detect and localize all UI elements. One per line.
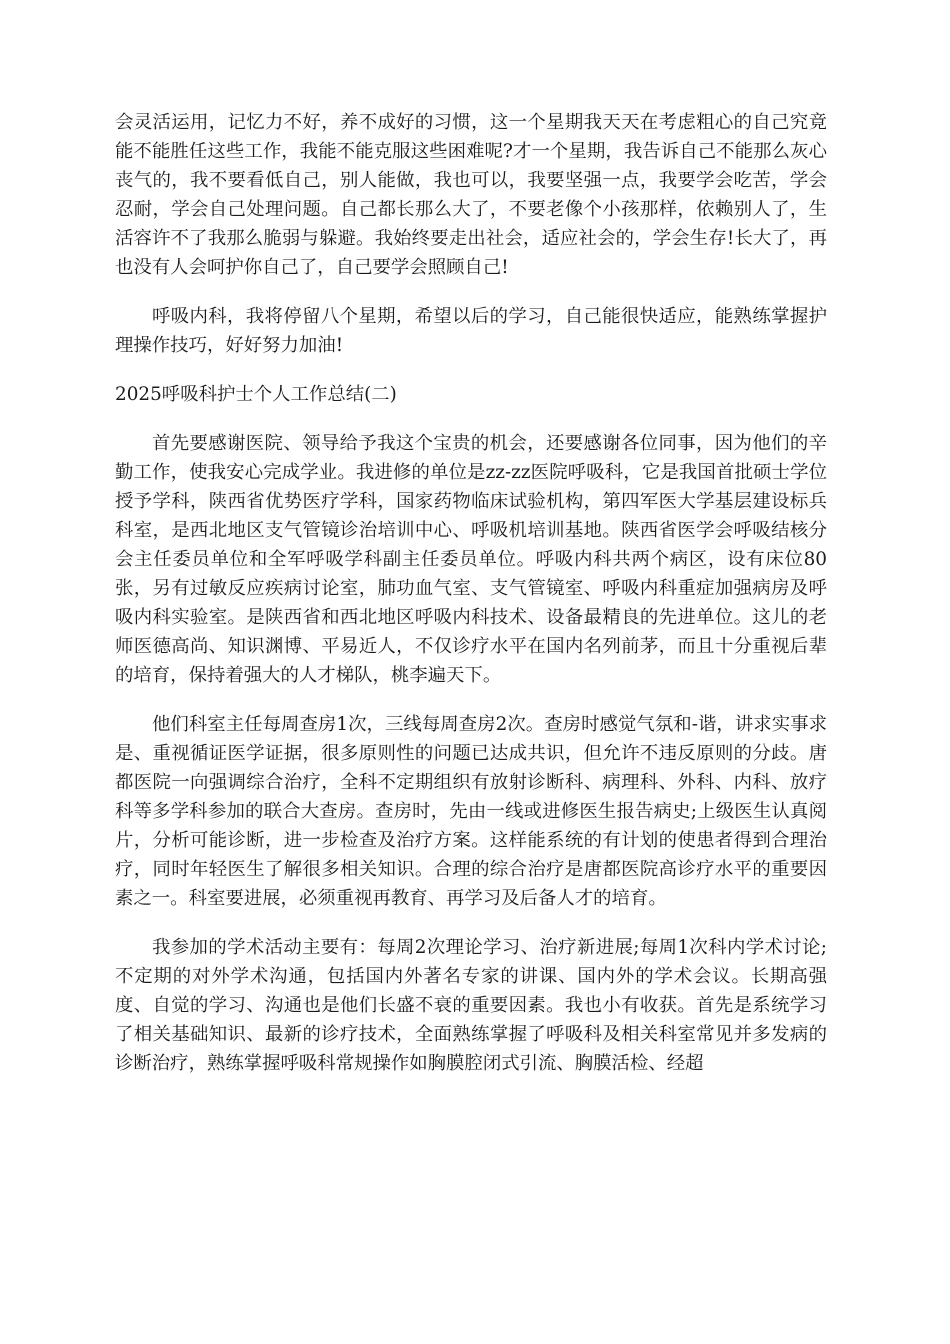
paragraph-gap [115, 690, 827, 710]
paragraph-gap [115, 409, 827, 429]
document-body [115, 108, 827, 1078]
paragraph-ward-rounds: 他们科室主任每周查房1次，三线每周查房2次。查房时感觉气氛和-谐，讲求实事求是、重视循证医学证据，很多原则性的问题已达成共识，但允许不违反原则的分歧。唐都医院一向强调综合治疗，全科不定期组织有放射诊断科、病理科、外科、内科、放疗科等多学科参加的联合大查房。查房时，先由一线或进修医生报告病史;上级医生认真阅片，分析可能诊断，进一步检查及治疗方案。这样能系统的有计划的使患者得到合理治疗，同时年轻医生了解很多相关知识。合理的综合治疗是唐都医院高诊疗水平的重要因素之一。科室要进展，必须重视再教育、再学习及后备人才的培育。 [115, 714, 827, 909]
paragraph-thanks: 首先要感谢医院、领导给予我这个宝贵的机会，还要感谢各位同事，因为他们的辛勤工作，使我安心完成学业。我进修的单位是zz-zz医院呼吸科，它是我国首批硕士学位授予学科，陕西省优势医疗学科，国家药物临床试验机构，第四军医大学基层建设标兵科室，是西北地区支气管镜诊治培训中心、呼吸机培训基地。陕西省医学会呼吸结核分会主任委员单位和全军呼吸学科副主任委员单位。呼吸内科共两个病区，设有床位80张，另有过敏反应疾病讨论室，肺功血气室、支气管镜室、呼吸内科重症加强病房及呼吸内科实验室。是陕西省和西北地区呼吸内科技术、设备最精良的先进单位。这儿的老师医德高尚、知识渊博、平易近人，不仅诊疗水平在国内名列前茅，而且十分重视后辈的培育，保持着强大的人才梯队，桃李遍天下。 [115, 433, 827, 686]
section-title: 2025呼吸科护士个人工作总结(二) [115, 384, 397, 405]
paragraph-gap [115, 360, 827, 380]
paragraph-gap [115, 282, 827, 302]
paragraph-respiratory-stay: 呼吸内科，我将停留八个星期，希望以后的学习，自己能很快适应，能熟练掌握护理操作技巧，好好努力加油! [115, 306, 827, 356]
paragraph-continued: 会灵活运用，记忆力不好，养不成好的习惯，这一个星期我天天在考虑粗心的自己究竟能不能胜任这些工作，我能不能克服这些困难呢?才一个星期，我告诉自己不能那么灰心丧气的，我不要看低自己，别人能做，我也可以，我要坚强一点，我要学会吃苦，学会忍耐，学会自己处理问题。自己都长那么大了，不要老像个小孩那样，依赖别人了，生活容许不了我那么脆弱与躲避。我始终要走出社会，适应社会的，学会生存!长大了，再也没有人会呵护你自己了，自己要学会照顾自己! [115, 112, 827, 278]
paragraph-academic-activities: 我参加的学术活动主要有：每周2次理论学习、治疗新进展;每周1次科内学术讨论;不定期的对外学术沟通，包括国内外著名专家的讲课、国内外的学术会议。长期高强度、自觉的学习、沟通也是他们长盛不衰的重要因素。我也小有收获。首先是系统学习了相关基础知识、最新的诊疗技术，全面熟练掌握了呼吸科及相关科室常见并多发病的诊断治疗，熟练掌握呼吸科常规操作如胸膜腔闭式引流、胸膜活检、经超 [115, 937, 827, 1074]
paragraph-gap [115, 913, 827, 933]
